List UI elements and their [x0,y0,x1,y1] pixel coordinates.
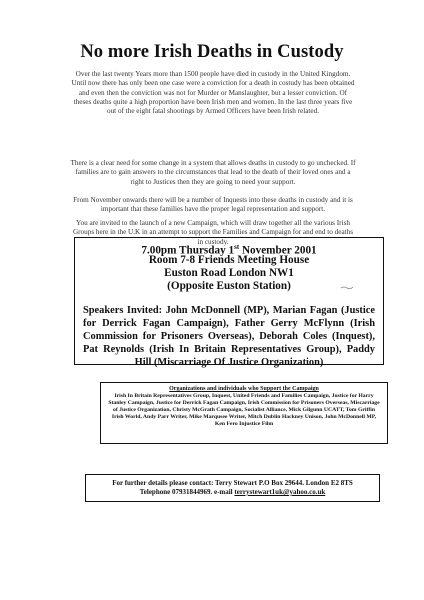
event-details-box [74,237,384,368]
event-date-main: 7.00pm Thursday 1 [141,244,235,257]
supporters-box [100,382,388,444]
speakers-list: Speakers Invited: John McDonnell (MP), Marian Fagan (Justice for Derrick Fagan Campaign), Father Gerry McFlynn (Irish Commission for Prisoners Overseas), Deborah Coles (Inquest), Pat Reynolds (Irish In Britain Representatives Group), Paddy Hill (Miscarriage Of Justice Organization) [83,305,375,368]
page-title: No more Irish Deaths in Custody [80,42,344,62]
contact-box [85,474,380,502]
supporters-heading: Organizations and individuals who Support the Campaign [169,386,319,392]
event-date-ordinal: st [234,243,240,251]
supporters-list: Irish In Britain Representatives Group, Inquest, United Friends and Families Campaign, Justice for Harry Stanley Campaign, Justice for Derrick Fagan Campaign, Irish Commission for Prisoners Overseas, Miscarriage of Justice Organization, Christy McGrath Campaign, Socialist Alliance, Mick Gilgunn UCATT, Tom Griffin Irish World, Andy Parr Writer, Mike Marqusee Writer, Mitch Dublin Hackney Unison, John McDonnell MP, Ken Fero Injustice Film [108,393,380,428]
event-room: Room 7-8 Friends Meeting House [148,254,310,266]
invitation-paragraph: You are invited to the launch of a new Campaign, which will draw together all the various Irish Groups here in the U.K in an attempt to support the Families and Campaign for and end to deaths in custody. [72,219,354,246]
inquests-paragraph: From November onwards there will be a number of Inquests into these deaths in custody and it is important that these families have the proper legal representation and support. [73,196,353,214]
contact-details [92,479,373,497]
contact-address: For further details please contact: Terry Stewart P.O Box 29644. London E2 8TS [112,479,353,487]
pen-mark [340,285,354,290]
contact-phone: Telephone 07931844969. e-mail [139,488,235,496]
event-address: Euston Road London NW1 [164,267,294,279]
event-date-month: November 2001 [239,244,317,257]
contact-phone-email [92,488,373,497]
intro-paragraph: Over the last twenty Years more than 1500 people have died in custody in the United Kingdom. Until now there has only been one case were a conviction for a death in costudy has been obtained and even then the conviction was not for Murder or Manslaughter, but a lesser conviction. Of theses deaths quite a high proportion have been Irish men and women. In the last three years five out of the eight fatal shootings by Armed Officers have been Irish related. [71,70,355,116]
event-landmark: (Opposite Euston Station) [167,280,291,292]
contact-email-link[interactable]: terrystewart1uk@yahoo.co.uk [234,488,326,496]
need-for-change-paragraph: There is a clear need for some change in a system that allows deaths in custody to go unchecked. If families are to gain answers to the circumstances that lead to the death of their loved ones and a right to Justices then they are going to need your support. [70,159,356,186]
